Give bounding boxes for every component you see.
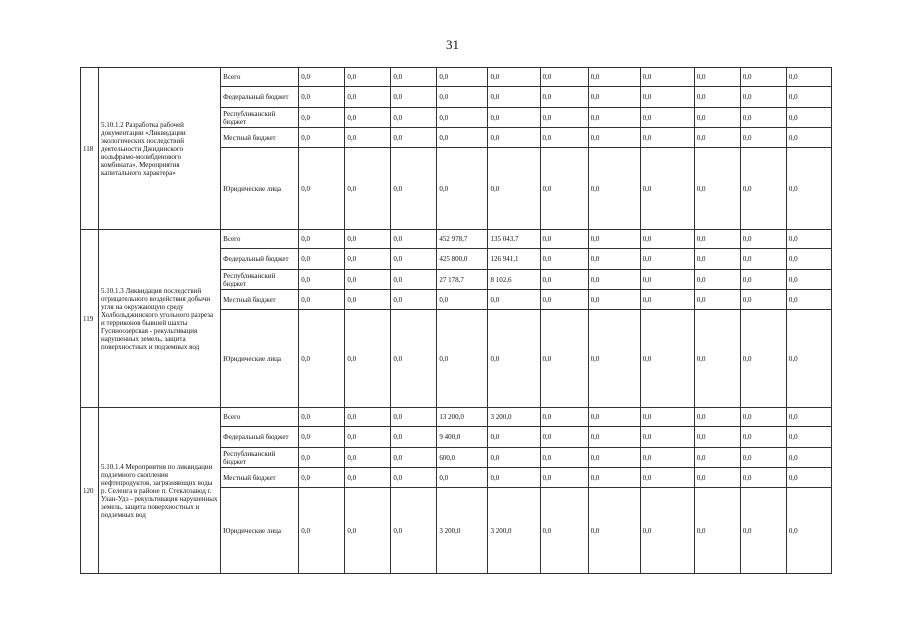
amount-cell: 0,0 [694, 290, 740, 310]
amount-cell: 0,0 [488, 427, 540, 448]
amount-cell: 0,0 [488, 310, 540, 408]
amount-cell: 135 043,7 [488, 230, 540, 249]
amount-cell: 0,0 [345, 148, 391, 230]
funding-source: Республиканский бюджет [221, 448, 299, 468]
amount-cell: 0,0 [694, 128, 740, 148]
budget-table [80, 67, 832, 574]
amount-cell: 0,0 [640, 408, 694, 427]
page-number: 31 [446, 37, 459, 52]
amount-cell: 0,0 [588, 427, 640, 448]
amount-cell: 0,0 [694, 408, 740, 427]
amount-cell: 0,0 [391, 290, 437, 310]
funding-source: Юридические лица [221, 310, 299, 408]
amount-cell: 0,0 [740, 68, 786, 87]
amount-cell: 0,0 [740, 488, 786, 574]
amount-cell: 0,0 [540, 427, 588, 448]
amount-cell: 0,0 [694, 87, 740, 108]
amount-cell: 0,0 [391, 108, 437, 128]
amount-cell: 0,0 [299, 310, 345, 408]
row-number: 120 [81, 408, 99, 574]
funding-source: Республиканский бюджет [221, 270, 299, 290]
amount-cell: 0,0 [345, 290, 391, 310]
amount-cell: 0,0 [588, 290, 640, 310]
amount-cell: 0,0 [488, 468, 540, 488]
amount-cell: 0,0 [786, 230, 831, 249]
amount-cell: 0,0 [391, 427, 437, 448]
amount-cell: 0,0 [540, 408, 588, 427]
funding-source: Юридические лица [221, 488, 299, 574]
amount-cell: 0,0 [588, 128, 640, 148]
amount-cell: 0,0 [299, 148, 345, 230]
amount-cell: 0,0 [540, 249, 588, 270]
amount-cell: 0,0 [488, 87, 540, 108]
amount-cell: 600,0 [437, 448, 488, 468]
amount-cell: 27 178,7 [437, 270, 488, 290]
amount-cell: 0,0 [694, 488, 740, 574]
table-row [81, 230, 832, 249]
amount-cell: 0,0 [391, 408, 437, 427]
measure-name: 5.10.1.2 Разработка рабочей документации «Ликвидации экологических последствий деятельности Джидинского вольфрамо-молибденового комбината». Мероприятия капитального характера» [99, 68, 221, 230]
amount-cell: 0,0 [540, 148, 588, 230]
amount-cell: 0,0 [345, 488, 391, 574]
amount-cell: 0,0 [488, 148, 540, 230]
amount-cell: 0,0 [345, 427, 391, 448]
amount-cell: 0,0 [299, 290, 345, 310]
row-number: 119 [81, 230, 99, 408]
amount-cell: 0,0 [488, 128, 540, 148]
amount-cell: 0,0 [391, 128, 437, 148]
funding-source: Местный бюджет [221, 128, 299, 148]
amount-cell: 0,0 [299, 87, 345, 108]
amount-cell: 0,0 [345, 270, 391, 290]
funding-source: Местный бюджет [221, 290, 299, 310]
funding-source: Федеральный бюджет [221, 249, 299, 270]
amount-cell: 3 200,0 [488, 408, 540, 427]
amount-cell: 0,0 [588, 270, 640, 290]
amount-cell: 0,0 [640, 310, 694, 408]
amount-cell: 0,0 [640, 148, 694, 230]
amount-cell: 0,0 [345, 408, 391, 427]
amount-cell: 0,0 [786, 270, 831, 290]
amount-cell: 0,0 [786, 128, 831, 148]
amount-cell: 0,0 [540, 310, 588, 408]
amount-cell: 0,0 [786, 249, 831, 270]
amount-cell: 0,0 [740, 290, 786, 310]
amount-cell: 0,0 [299, 128, 345, 148]
amount-cell: 0,0 [437, 68, 488, 87]
amount-cell: 0,0 [345, 468, 391, 488]
amount-cell: 0,0 [786, 310, 831, 408]
amount-cell: 0,0 [345, 249, 391, 270]
amount-cell: 0,0 [299, 230, 345, 249]
amount-cell: 0,0 [740, 128, 786, 148]
amount-cell: 0,0 [786, 408, 831, 427]
table-row [81, 68, 832, 87]
amount-cell: 0,0 [694, 249, 740, 270]
amount-cell: 0,0 [786, 87, 831, 108]
amount-cell: 0,0 [640, 108, 694, 128]
amount-cell: 0,0 [694, 270, 740, 290]
amount-cell: 0,0 [740, 468, 786, 488]
amount-cell: 3 200,0 [437, 488, 488, 574]
amount-cell: 0,0 [488, 448, 540, 468]
measure-name: 5.10.1.3 Ликвидация последствий отрицательного воздействия добычи угля на окружающую среду Холбольджинского угольного разреза и терриконов бывшей шахты Гусиноозерская - рекультивация нарушенных земель, защита поверхностных и подземных вод [99, 230, 221, 408]
funding-source: Всего [221, 230, 299, 249]
amount-cell: 0,0 [694, 310, 740, 408]
amount-cell: 0,0 [740, 270, 786, 290]
amount-cell: 0,0 [694, 148, 740, 230]
amount-cell: 0,0 [540, 488, 588, 574]
table-row [81, 408, 832, 427]
amount-cell: 0,0 [391, 488, 437, 574]
amount-cell: 0,0 [740, 310, 786, 408]
amount-cell: 0,0 [694, 68, 740, 87]
amount-cell: 0,0 [640, 249, 694, 270]
amount-cell: 0,0 [640, 230, 694, 249]
amount-cell: 0,0 [488, 108, 540, 128]
amount-cell: 0,0 [740, 427, 786, 448]
amount-cell: 0,0 [694, 230, 740, 249]
amount-cell: 0,0 [740, 448, 786, 468]
amount-cell: 0,0 [391, 148, 437, 230]
amount-cell: 0,0 [540, 87, 588, 108]
amount-cell: 0,0 [437, 468, 488, 488]
row-number: 118 [81, 68, 99, 230]
amount-cell: 0,0 [786, 108, 831, 128]
amount-cell: 0,0 [345, 87, 391, 108]
amount-cell: 0,0 [588, 468, 640, 488]
amount-cell: 0,0 [786, 448, 831, 468]
amount-cell: 0,0 [640, 290, 694, 310]
amount-cell: 0,0 [437, 87, 488, 108]
amount-cell: 0,0 [345, 230, 391, 249]
amount-cell: 0,0 [640, 270, 694, 290]
amount-cell: 0,0 [740, 87, 786, 108]
amount-cell: 0,0 [299, 408, 345, 427]
amount-cell: 0,0 [437, 148, 488, 230]
amount-cell: 0,0 [540, 230, 588, 249]
amount-cell: 0,0 [786, 427, 831, 448]
amount-cell: 3 200,0 [488, 488, 540, 574]
funding-source: Федеральный бюджет [221, 87, 299, 108]
amount-cell: 0,0 [694, 468, 740, 488]
amount-cell: 0,0 [391, 87, 437, 108]
amount-cell: 0,0 [540, 128, 588, 148]
amount-cell: 0,0 [640, 87, 694, 108]
amount-cell: 0,0 [588, 249, 640, 270]
amount-cell: 0,0 [437, 290, 488, 310]
amount-cell: 0,0 [345, 68, 391, 87]
amount-cell: 0,0 [588, 148, 640, 230]
amount-cell: 0,0 [740, 108, 786, 128]
amount-cell: 0,0 [391, 230, 437, 249]
amount-cell: 0,0 [640, 468, 694, 488]
amount-cell: 0,0 [694, 108, 740, 128]
amount-cell: 0,0 [540, 108, 588, 128]
amount-cell: 0,0 [640, 448, 694, 468]
amount-cell: 0,0 [786, 488, 831, 574]
amount-cell: 0,0 [391, 249, 437, 270]
amount-cell: 0,0 [299, 488, 345, 574]
funding-source: Местный бюджет [221, 468, 299, 488]
amount-cell: 0,0 [588, 408, 640, 427]
amount-cell: 0,0 [299, 108, 345, 128]
amount-cell: 0,0 [740, 249, 786, 270]
amount-cell: 0,0 [588, 87, 640, 108]
amount-cell: 0,0 [740, 408, 786, 427]
amount-cell: 0,0 [588, 488, 640, 574]
amount-cell: 0,0 [786, 468, 831, 488]
amount-cell: 0,0 [299, 427, 345, 448]
amount-cell: 8 102,6 [488, 270, 540, 290]
amount-cell: 0,0 [740, 148, 786, 230]
amount-cell: 0,0 [345, 128, 391, 148]
amount-cell: 0,0 [540, 68, 588, 87]
amount-cell: 0,0 [299, 68, 345, 87]
amount-cell: 0,0 [588, 108, 640, 128]
budget-table-body [81, 68, 832, 574]
measure-name: 5.10.1.4 Мероприятия по ликвидации подземного скопления нефтепродуктов, загрязняющих воды р. Селенга в районе п. Стеклозавод г. Улан-Удэ - рекультивация нарушенных земель, защита поверхностных и подземных вод [99, 408, 221, 574]
amount-cell: 0,0 [437, 108, 488, 128]
amount-cell: 0,0 [391, 468, 437, 488]
amount-cell: 0,0 [694, 448, 740, 468]
amount-cell: 0,0 [345, 448, 391, 468]
amount-cell: 0,0 [540, 448, 588, 468]
amount-cell: 0,0 [588, 448, 640, 468]
amount-cell: 0,0 [640, 427, 694, 448]
amount-cell: 0,0 [640, 68, 694, 87]
amount-cell: 0,0 [694, 427, 740, 448]
amount-cell: 0,0 [640, 128, 694, 148]
amount-cell: 0,0 [391, 310, 437, 408]
funding-source: Всего [221, 408, 299, 427]
amount-cell: 126 941,1 [488, 249, 540, 270]
amount-cell: 0,0 [540, 290, 588, 310]
amount-cell: 0,0 [640, 488, 694, 574]
amount-cell: 0,0 [588, 310, 640, 408]
amount-cell: 0,0 [299, 448, 345, 468]
amount-cell: 0,0 [488, 290, 540, 310]
amount-cell: 9 400,0 [437, 427, 488, 448]
amount-cell: 0,0 [488, 68, 540, 87]
amount-cell: 13 200,0 [437, 408, 488, 427]
amount-cell: 0,0 [786, 148, 831, 230]
amount-cell: 0,0 [345, 108, 391, 128]
amount-cell: 0,0 [391, 270, 437, 290]
amount-cell: 0,0 [391, 68, 437, 87]
amount-cell: 0,0 [540, 468, 588, 488]
amount-cell: 452 978,7 [437, 230, 488, 249]
amount-cell: 0,0 [588, 230, 640, 249]
amount-cell: 0,0 [740, 230, 786, 249]
amount-cell: 0,0 [540, 270, 588, 290]
amount-cell: 425 800,0 [437, 249, 488, 270]
amount-cell: 0,0 [299, 270, 345, 290]
funding-source: Республиканский бюджет [221, 108, 299, 128]
amount-cell: 0,0 [299, 468, 345, 488]
amount-cell: 0,0 [345, 310, 391, 408]
funding-source: Федеральный бюджет [221, 427, 299, 448]
amount-cell: 0,0 [786, 68, 831, 87]
amount-cell: 0,0 [588, 68, 640, 87]
funding-source: Юридические лица [221, 148, 299, 230]
amount-cell: 0,0 [299, 249, 345, 270]
amount-cell: 0,0 [437, 310, 488, 408]
amount-cell: 0,0 [391, 448, 437, 468]
amount-cell: 0,0 [437, 128, 488, 148]
amount-cell: 0,0 [786, 290, 831, 310]
funding-source: Всего [221, 68, 299, 87]
